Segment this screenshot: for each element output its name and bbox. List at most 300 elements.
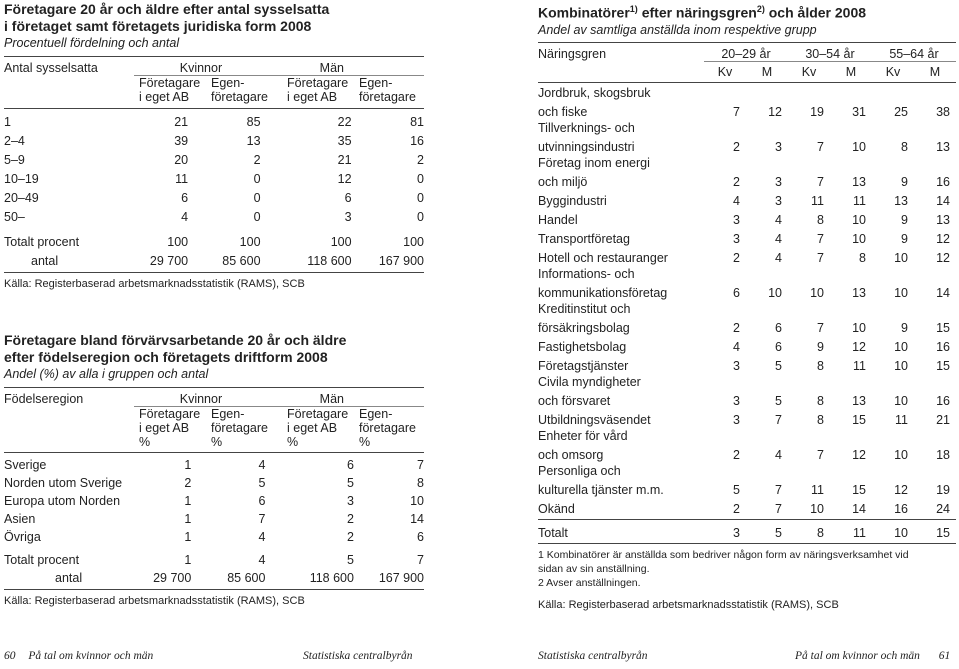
table-cell: 7 bbox=[417, 458, 424, 472]
table-cell: 2 bbox=[733, 447, 740, 462]
table-cell: 2 bbox=[253, 153, 261, 167]
table-row bbox=[538, 300, 956, 335]
table2-cell: 167 900 bbox=[378, 571, 424, 585]
table1-col-label: Antal sysselsatta bbox=[4, 61, 98, 75]
table-cell: 7 bbox=[817, 231, 824, 246]
table-cell: 16 bbox=[894, 501, 908, 516]
table-cell: 35 bbox=[337, 134, 352, 148]
row-label: Fastighetsbolag bbox=[538, 339, 627, 354]
table3-footnote1-line1: 1 Kombinatörer är anställda som bedriver någon form av näringsverksamhet vid bbox=[538, 548, 909, 561]
table-row bbox=[538, 354, 956, 373]
table1-cell: 100 bbox=[403, 235, 424, 249]
table3-title-sup2: 2) bbox=[756, 4, 765, 14]
table3-total bbox=[538, 520, 956, 540]
table-cell: 18 bbox=[936, 447, 950, 462]
table2-col-label: Födelseregion bbox=[4, 392, 84, 406]
table-cell: 10 bbox=[810, 501, 824, 516]
table-cell: 16 bbox=[410, 134, 424, 148]
table-cell: 3 bbox=[775, 174, 782, 189]
table-row bbox=[538, 497, 956, 516]
table-cell: 2 bbox=[347, 512, 354, 526]
table-cell: 5 bbox=[775, 393, 782, 408]
table3-title bbox=[538, 1, 956, 22]
table-cell: 11 bbox=[853, 193, 866, 208]
table-cell: 0 bbox=[417, 191, 424, 205]
table1-title-line1: Företagare 20 år och äldre efter antal sysselsatta bbox=[4, 1, 330, 17]
table-cell: 6 bbox=[733, 285, 740, 300]
row-label: och miljö bbox=[538, 174, 588, 189]
table-cell: 13 bbox=[852, 174, 866, 189]
table-cell: 10 bbox=[894, 285, 908, 300]
table-cell: 81 bbox=[410, 115, 424, 129]
right-footer-publisher: Statistiska centralbyrån bbox=[538, 650, 648, 662]
table-cell: 6 bbox=[775, 320, 782, 335]
table-cell: 2 bbox=[733, 250, 740, 265]
row-label: Företagstjänster bbox=[538, 358, 629, 373]
table3-top-rule bbox=[538, 42, 956, 43]
table-cell: 8 bbox=[817, 358, 824, 373]
row-label-line1: Enheter för vård bbox=[538, 428, 628, 443]
table1-bottom-rule bbox=[4, 272, 424, 273]
row-label: och omsorg bbox=[538, 447, 604, 462]
table-cell: 3 bbox=[775, 139, 782, 154]
row-label-line1: Personliga och bbox=[538, 463, 621, 478]
table-cell: 5 bbox=[733, 482, 740, 497]
row-label: Totalt bbox=[538, 525, 568, 540]
row-label: kommunikationsföretag bbox=[538, 285, 668, 300]
table3-h-kv: Kv bbox=[717, 64, 733, 79]
table3-h-kv: Kv bbox=[885, 64, 901, 79]
table1-h-m-ab-1: Företagare bbox=[287, 76, 349, 90]
table3-footnote1-line2: sidan av sin anställning. bbox=[538, 562, 650, 575]
table-row bbox=[538, 246, 956, 265]
table-cell: 3 bbox=[733, 412, 740, 427]
table2-total-n-label: antal bbox=[55, 571, 83, 585]
table2-h-pct: % bbox=[139, 435, 151, 449]
table-cell: 2 bbox=[184, 476, 192, 490]
table2-header bbox=[4, 407, 424, 449]
table1-h-w-ab-1: Företagare bbox=[139, 76, 201, 90]
table-cell: 21 bbox=[174, 115, 189, 129]
table1-header-rule bbox=[4, 108, 424, 109]
table3-footnotes bbox=[538, 548, 956, 590]
table-cell: 0 bbox=[417, 172, 424, 186]
row-label: 10–19 bbox=[4, 172, 39, 186]
table-cell: 11 bbox=[811, 193, 824, 208]
table-cell: 0 bbox=[417, 210, 424, 224]
table-cell: 10 bbox=[410, 494, 424, 508]
table1-body bbox=[4, 110, 424, 268]
table3-title-sup1: 1) bbox=[629, 4, 638, 14]
table2-h-m-egen-1: Egen- bbox=[359, 407, 393, 421]
table-row bbox=[4, 526, 424, 544]
table3-title-main: Kombinatörer bbox=[538, 4, 630, 21]
table-cell: 8 bbox=[417, 476, 424, 490]
table-row bbox=[538, 462, 956, 497]
row-label: Hotell och restauranger bbox=[538, 250, 668, 265]
table-cell: 3 bbox=[733, 212, 740, 227]
table3-h-m: M bbox=[929, 64, 941, 79]
table-cell: 15 bbox=[936, 525, 950, 540]
left-book-title: På tal om kvinnor och män bbox=[28, 650, 154, 662]
table-cell: 8 bbox=[817, 412, 824, 427]
table-cell: 11 bbox=[175, 172, 189, 186]
table2-top-rule bbox=[4, 387, 424, 388]
table3-title-mid: efter näringsgren bbox=[637, 4, 757, 21]
table-cell: 12 bbox=[936, 231, 950, 246]
table2-h-w-ab-1: Företagare bbox=[139, 407, 201, 421]
table2-source: Källa: Registerbaserad arbetsmarknadsstatistik (RAMS), SCB bbox=[4, 595, 305, 607]
table-row bbox=[538, 373, 956, 408]
table3-age-rule bbox=[704, 61, 956, 62]
table2-h-w-egen-1: Egen- bbox=[211, 407, 245, 421]
table1-h-m-egen-2: företagare bbox=[359, 90, 416, 104]
table1-cell: 100 bbox=[239, 235, 261, 249]
table-cell: 12 bbox=[894, 482, 908, 497]
table3-header-rule bbox=[538, 82, 956, 83]
table1-cell: 85 600 bbox=[222, 254, 261, 268]
table2-body bbox=[4, 454, 424, 585]
row-label-line1: Informations- och bbox=[538, 266, 635, 281]
table2-cell: 7 bbox=[417, 553, 424, 567]
table-row bbox=[538, 227, 956, 246]
row-label: och försvaret bbox=[538, 393, 611, 408]
row-label: utvinningsindustri bbox=[538, 139, 635, 154]
row-label: 1 bbox=[4, 115, 11, 129]
row-label: försäkringsbolag bbox=[538, 320, 630, 335]
table-cell: 7 bbox=[817, 250, 824, 265]
table3-col-label: Näringsgren bbox=[538, 46, 607, 61]
table-cell: 1 bbox=[184, 530, 192, 544]
table2-total-pct-label: Totalt procent bbox=[4, 553, 80, 567]
table2-h-pct: % bbox=[287, 435, 299, 449]
row-label: 5–9 bbox=[4, 153, 25, 167]
table-cell: 0 bbox=[253, 191, 261, 205]
table-cell: 4 bbox=[733, 193, 740, 208]
table-cell: 10 bbox=[852, 320, 866, 335]
table2 bbox=[4, 390, 424, 406]
table-cell: 3 bbox=[347, 494, 354, 508]
table-cell: 14 bbox=[936, 193, 950, 208]
table-cell: 19 bbox=[936, 482, 950, 497]
row-label-line1: Företag inom energi bbox=[538, 155, 650, 170]
table3-subheader bbox=[538, 64, 956, 79]
row-label-line1: Jordbruk, skogsbruk bbox=[538, 85, 651, 100]
table-cell: 21 bbox=[337, 153, 352, 167]
table1-h-w-egen-1: Egen- bbox=[211, 76, 245, 90]
table1-source: Källa: Registerbaserad arbetsmarknadsstatistik (RAMS), SCB bbox=[4, 278, 305, 290]
table2-title-line1: Företagare bland förvärvsarbetande 20 år och äldre bbox=[4, 332, 347, 348]
table-cell: 4 bbox=[775, 212, 782, 227]
table3-title-end: och ålder 2008 bbox=[764, 4, 867, 21]
row-label-line1: Tillverknings- och bbox=[538, 120, 635, 135]
table-cell: 20 bbox=[174, 153, 189, 167]
table1-h-m-ab-2: i eget AB bbox=[287, 90, 338, 104]
table2-title-line2: efter födelseregion och företagets driftform 2008 bbox=[4, 349, 328, 365]
table-row bbox=[4, 490, 424, 508]
table-cell: 12 bbox=[936, 250, 950, 265]
table-cell: 15 bbox=[852, 482, 866, 497]
table-cell: 10 bbox=[810, 285, 824, 300]
table1-subtitle: Procentuell fördelning och antal bbox=[4, 36, 180, 50]
table-row bbox=[4, 186, 424, 205]
row-label: Norden utom Sverige bbox=[4, 476, 123, 490]
table2-cell: 85 600 bbox=[227, 571, 266, 585]
table3-age3: 55–64 år bbox=[889, 46, 939, 61]
table2-h-pct: % bbox=[359, 435, 371, 449]
row-label: kulturella tjänster m.m. bbox=[538, 482, 664, 497]
table-cell: 25 bbox=[894, 104, 908, 119]
table-cell: 9 bbox=[901, 320, 908, 335]
table-cell: 21 bbox=[936, 412, 950, 427]
table-cell: 13 bbox=[936, 212, 950, 227]
table-cell: 9 bbox=[901, 231, 908, 246]
table-cell: 13 bbox=[936, 139, 950, 154]
table-cell: 14 bbox=[410, 512, 424, 526]
table1-total-pct-label: Totalt procent bbox=[4, 235, 80, 249]
table-cell: 7 bbox=[775, 482, 782, 497]
table3-bottom-rule bbox=[538, 543, 956, 544]
table2-h-w-ab-2: i eget AB bbox=[139, 421, 190, 435]
table-cell: 10 bbox=[852, 139, 866, 154]
table-cell: 11 bbox=[853, 358, 866, 373]
table-row bbox=[538, 154, 956, 189]
table2-cell: 118 600 bbox=[309, 571, 354, 585]
table3-h-m: M bbox=[845, 64, 857, 79]
table-cell: 4 bbox=[775, 231, 782, 246]
table2-h-m-ab-1: Företagare bbox=[287, 407, 349, 421]
table1-top-rule bbox=[4, 56, 424, 57]
table-cell: 7 bbox=[817, 447, 824, 462]
table-cell: 85 bbox=[246, 115, 261, 129]
table-cell: 8 bbox=[817, 525, 824, 540]
table2-h-m-ab-2: i eget AB bbox=[287, 421, 338, 435]
table-cell: 2 bbox=[417, 153, 424, 167]
table1-title bbox=[4, 1, 424, 51]
table-cell: 2 bbox=[733, 174, 740, 189]
table-cell: 3 bbox=[775, 193, 782, 208]
table-cell: 15 bbox=[852, 412, 866, 427]
table1-group-men: Män bbox=[319, 61, 344, 75]
table-cell: 13 bbox=[246, 134, 261, 148]
row-label: Byggindustri bbox=[538, 193, 607, 208]
table-row bbox=[4, 129, 424, 148]
table-row bbox=[4, 508, 424, 526]
table-cell: 9 bbox=[817, 339, 824, 354]
table-cell: 6 bbox=[417, 530, 424, 544]
table-cell: 7 bbox=[817, 174, 824, 189]
table1-h-w-egen-2: företagare bbox=[211, 90, 268, 104]
table-cell: 11 bbox=[811, 482, 824, 497]
right-page-number: 61 bbox=[938, 650, 951, 662]
right-page bbox=[538, 0, 956, 612]
table-cell: 11 bbox=[853, 525, 866, 540]
table-cell: 38 bbox=[936, 104, 950, 119]
table-cell: 16 bbox=[936, 174, 950, 189]
table-cell: 8 bbox=[817, 212, 824, 227]
table-cell: 10 bbox=[894, 525, 908, 540]
table1-cell: 100 bbox=[330, 235, 352, 249]
table1-header bbox=[4, 76, 424, 104]
table-cell: 15 bbox=[936, 320, 950, 335]
table-cell: 5 bbox=[258, 476, 266, 490]
table1-h-m-egen-1: Egen- bbox=[359, 76, 393, 90]
table-cell: 4 bbox=[733, 339, 740, 354]
table-cell: 9 bbox=[901, 212, 908, 227]
table-cell: 3 bbox=[733, 393, 740, 408]
table1-cell: 167 900 bbox=[378, 254, 424, 268]
table1-total-n-label: antal bbox=[31, 254, 59, 268]
left-footer bbox=[4, 650, 153, 662]
table-cell: 22 bbox=[337, 115, 352, 129]
table-cell: 0 bbox=[253, 172, 261, 186]
table-cell: 7 bbox=[775, 412, 782, 427]
row-label: 2–4 bbox=[4, 134, 25, 148]
table-cell: 1 bbox=[184, 494, 192, 508]
table-cell: 3 bbox=[733, 525, 740, 540]
table2-cell: 4 bbox=[258, 553, 266, 567]
table-cell: 2 bbox=[733, 139, 740, 154]
table2-h-pct: % bbox=[211, 435, 223, 449]
table-cell: 8 bbox=[901, 139, 908, 154]
table-row bbox=[4, 110, 424, 129]
table-cell: 13 bbox=[852, 285, 866, 300]
table-cell: 10 bbox=[894, 339, 908, 354]
right-book-title: På tal om kvinnor och män bbox=[795, 650, 920, 662]
table2-cell: 1 bbox=[184, 553, 192, 567]
table-row bbox=[538, 208, 956, 227]
table-row bbox=[4, 230, 424, 249]
table-row bbox=[538, 335, 956, 354]
row-label: Asien bbox=[4, 512, 36, 526]
table-row bbox=[538, 427, 956, 462]
table-cell: 4 bbox=[258, 530, 266, 544]
row-label-line1: Civila myndigheter bbox=[538, 374, 641, 389]
table-cell: 2 bbox=[733, 320, 740, 335]
table-row bbox=[4, 567, 424, 585]
table-cell: 13 bbox=[894, 193, 908, 208]
table-row bbox=[538, 119, 956, 154]
left-page-number: 60 bbox=[4, 650, 16, 662]
table-cell: 7 bbox=[775, 501, 782, 516]
row-label: och fiske bbox=[538, 104, 588, 119]
table-row bbox=[4, 205, 424, 224]
table-cell: 4 bbox=[258, 458, 266, 472]
table-cell: 12 bbox=[768, 104, 782, 119]
table3-h-m: M bbox=[761, 64, 773, 79]
table-cell: 12 bbox=[852, 339, 866, 354]
row-label: Europa utom Norden bbox=[4, 494, 121, 508]
table-row bbox=[538, 408, 956, 427]
table-cell: 7 bbox=[733, 104, 740, 119]
table2-subtitle: Andel (%) av alla i gruppen och antal bbox=[4, 367, 209, 381]
table-cell: 6 bbox=[775, 339, 782, 354]
table2-title bbox=[4, 332, 424, 382]
table-row bbox=[538, 84, 956, 119]
table-cell: 10 bbox=[894, 447, 908, 462]
table2-h-m-egen-2: företagare bbox=[359, 421, 416, 435]
table-cell: 5 bbox=[347, 476, 354, 490]
table-cell: 10 bbox=[894, 393, 908, 408]
table-cell: 0 bbox=[253, 210, 261, 224]
table-cell: 4 bbox=[775, 250, 782, 265]
left-footer-publisher: Statistiska centralbyrån bbox=[303, 650, 413, 662]
table-row bbox=[538, 265, 956, 300]
table1-cell: 100 bbox=[167, 235, 189, 249]
table-cell: 1 bbox=[184, 512, 192, 526]
table-cell: 6 bbox=[181, 191, 189, 205]
table-cell: 7 bbox=[817, 320, 824, 335]
table3-body bbox=[538, 84, 956, 516]
table-cell: 3 bbox=[733, 358, 740, 373]
table-cell: 16 bbox=[936, 339, 950, 354]
table-cell: 4 bbox=[181, 210, 189, 224]
table-cell: 8 bbox=[859, 250, 866, 265]
table1-cell: 118 600 bbox=[307, 254, 352, 268]
table-cell: 4 bbox=[775, 447, 782, 462]
table-cell: 10 bbox=[852, 212, 866, 227]
table-cell: 12 bbox=[337, 172, 352, 186]
table-cell: 5 bbox=[775, 358, 782, 373]
row-label: Transportföretag bbox=[538, 231, 630, 246]
table-cell: 3 bbox=[733, 231, 740, 246]
table1 bbox=[4, 59, 424, 75]
table3-age1: 20–29 år bbox=[721, 46, 771, 61]
table3-h-kv: Kv bbox=[801, 64, 817, 79]
right-footer bbox=[795, 650, 950, 662]
row-label: Okänd bbox=[538, 501, 575, 516]
table-cell: 1 bbox=[184, 458, 192, 472]
row-label-line1: Kreditinstitut och bbox=[538, 301, 631, 316]
table-cell: 2 bbox=[733, 501, 740, 516]
row-label: Handel bbox=[538, 212, 578, 227]
table-cell: 10 bbox=[852, 231, 866, 246]
table-cell: 16 bbox=[936, 393, 950, 408]
table1-cell: 29 700 bbox=[149, 254, 189, 268]
table1-group-women: Kvinnor bbox=[179, 61, 223, 75]
table2-bottom-rule bbox=[4, 589, 424, 590]
table-cell: 14 bbox=[936, 285, 950, 300]
table-cell: 10 bbox=[894, 358, 908, 373]
table3-footnote2: 2 Avser anställningen. bbox=[538, 576, 641, 589]
row-label: Utbildningsväsendet bbox=[538, 412, 651, 427]
table1-h-w-ab-2: i eget AB bbox=[139, 90, 190, 104]
table-row bbox=[4, 167, 424, 186]
table-cell: 13 bbox=[852, 393, 866, 408]
row-label: Sverige bbox=[4, 458, 47, 472]
table-cell: 15 bbox=[936, 358, 950, 373]
table-row bbox=[4, 472, 424, 490]
table-row bbox=[4, 549, 424, 567]
table2-group-men: Män bbox=[319, 392, 344, 406]
table3-header bbox=[538, 46, 956, 61]
table-cell: 3 bbox=[344, 210, 352, 224]
table-cell: 5 bbox=[775, 525, 782, 540]
table-cell: 9 bbox=[901, 174, 908, 189]
table-cell: 10 bbox=[768, 285, 782, 300]
table-cell: 2 bbox=[347, 530, 354, 544]
table-row bbox=[4, 148, 424, 167]
table-cell: 6 bbox=[344, 191, 352, 205]
table-row bbox=[538, 189, 956, 208]
table-row bbox=[538, 520, 956, 540]
left-page bbox=[4, 0, 424, 608]
row-label: 50– bbox=[4, 210, 25, 224]
table-cell: 24 bbox=[936, 501, 950, 516]
table-cell: 11 bbox=[895, 412, 908, 427]
table-cell: 7 bbox=[258, 512, 266, 526]
table-cell: 39 bbox=[174, 134, 189, 148]
